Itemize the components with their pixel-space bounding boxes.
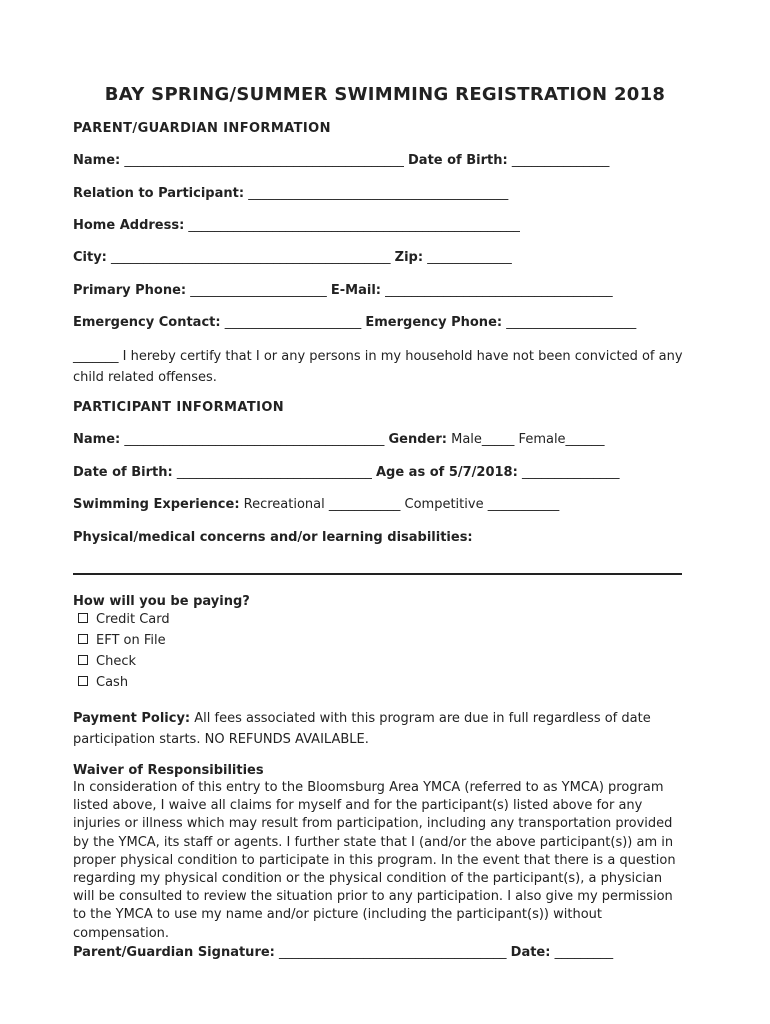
payment-options [78, 611, 170, 695]
checkbox-icon[interactable] [78, 613, 88, 623]
emergency-phone-label: Emergency Phone: [365, 315, 503, 330]
payment-option-eft[interactable] [78, 632, 170, 653]
email-field[interactable]: ___________________________________ [385, 283, 613, 298]
payment-policy-label: Payment Policy: [73, 711, 191, 726]
city-label: City: [73, 250, 107, 265]
address-field[interactable]: ___________________________________________________ [188, 218, 520, 233]
certify-initials-field[interactable]: _______ [73, 349, 119, 364]
relation-field[interactable]: ________________________________________ [248, 186, 509, 201]
city-zip-row [73, 249, 684, 267]
payment-policy-text: All fees associated with this program are due in full regardless of date participation starts. NO REFUNDS AVAILABLE. [73, 711, 651, 747]
payment-policy [73, 708, 684, 750]
participant-name-label: Name: [73, 432, 121, 447]
relation-label: Relation to Participant: [73, 186, 245, 201]
waiver-heading [73, 762, 684, 780]
zip-field[interactable]: _____________ [427, 250, 512, 265]
signature-date-field[interactable]: _________ [554, 945, 614, 960]
parent-dob-label: Date of Birth: [408, 153, 508, 168]
age-field[interactable]: _______________ [521, 465, 620, 480]
emergency-row [73, 314, 684, 332]
payment-option-label: EFT on File [96, 633, 166, 648]
participant-dob-label: Date of Birth: [73, 465, 173, 480]
signature-field[interactable]: ___________________________________ [279, 945, 507, 960]
parent-name-row [73, 152, 684, 170]
address-row [73, 217, 684, 235]
email-label: E-Mail: [330, 283, 381, 298]
payment-option-label: Cash [96, 675, 129, 690]
zip-label: Zip: [394, 250, 424, 265]
payment-question [73, 593, 684, 611]
signature-label: Parent/Guardian Signature: [73, 945, 275, 960]
emergency-contact-field[interactable]: _____________________ [224, 315, 362, 330]
participant-name-field[interactable]: ________________________________________ [124, 432, 385, 447]
address-label: Home Address: [73, 218, 185, 233]
payment-option-label: Credit Card [96, 612, 170, 627]
checkbox-icon[interactable] [78, 655, 88, 665]
certification-statement [73, 346, 684, 388]
experience-field[interactable]: Recreational ___________ Competitive ___________ [243, 497, 560, 512]
checkbox-icon[interactable] [78, 676, 88, 686]
payment-option-cash[interactable] [78, 674, 170, 695]
relation-row [73, 185, 684, 203]
medical-answer-line[interactable] [73, 573, 682, 575]
gender-field[interactable]: Male_____ Female______ [451, 432, 605, 447]
gender-label: Gender: [388, 432, 447, 447]
parent-name-field[interactable]: ___________________________________________ [124, 153, 404, 168]
medical-row [73, 529, 684, 547]
waiver-text: In consideration of this entry to the Bloomsburg Area YMCA (referred to as YMCA) program listed above, I waive all claims for myself and for the participant(s) listed above for any injuries or illness which may result from participation, including any transportation provided by the YMCA, its staff or agents. I further state that I (and/or the above participant(s)) am in proper physical condition to participate in this program. In the event that there is a question regarding my physical condition or the physical condition of the participant(s), a physician will be consulted to review the situation prior to any participation. I also give my permission to the YMCA to use my name and/or picture (including the participant(s)) without compensation. [73, 780, 676, 941]
signature-row [73, 944, 684, 962]
medical-label: Physical/medical concerns and/or learning disabilities: [73, 530, 473, 545]
primary-phone-field[interactable]: _____________________ [190, 283, 327, 298]
form-title: BAY SPRING/SUMMER SWIMMING REGISTRATION 2018 [104, 84, 666, 105]
payment-question-text: How will you be paying? [73, 594, 250, 609]
checkbox-icon[interactable] [78, 634, 88, 644]
city-field[interactable]: ___________________________________________ [111, 250, 391, 265]
payment-option-credit-card[interactable] [78, 611, 170, 632]
experience-label: Swimming Experience: [73, 497, 240, 512]
participant-name-row [73, 431, 684, 449]
waiver-heading-text: Waiver of Responsibilities [73, 763, 264, 778]
parent-name-label: Name: [73, 153, 121, 168]
parent-section-heading: PARENT/GUARDIAN INFORMATION [73, 121, 331, 136]
participant-dob-field[interactable]: ______________________________ [176, 465, 372, 480]
signature-date-label: Date: [510, 945, 551, 960]
payment-option-label: Check [96, 654, 136, 669]
emergency-phone-field[interactable]: ____________________ [506, 315, 637, 330]
certify-text: I hereby certify that I or any persons in my household have not been convicted of any child related offenses. [73, 349, 683, 385]
experience-row [73, 496, 684, 514]
phone-email-row [73, 282, 684, 300]
payment-option-check[interactable] [78, 653, 170, 674]
age-label: Age as of 5/7/2018: [375, 465, 518, 480]
emergency-contact-label: Emergency Contact: [73, 315, 221, 330]
parent-dob-field[interactable]: _______________ [511, 153, 610, 168]
primary-phone-label: Primary Phone: [73, 283, 187, 298]
participant-section-heading: PARTICIPANT INFORMATION [73, 400, 285, 415]
participant-dob-row [73, 464, 684, 482]
